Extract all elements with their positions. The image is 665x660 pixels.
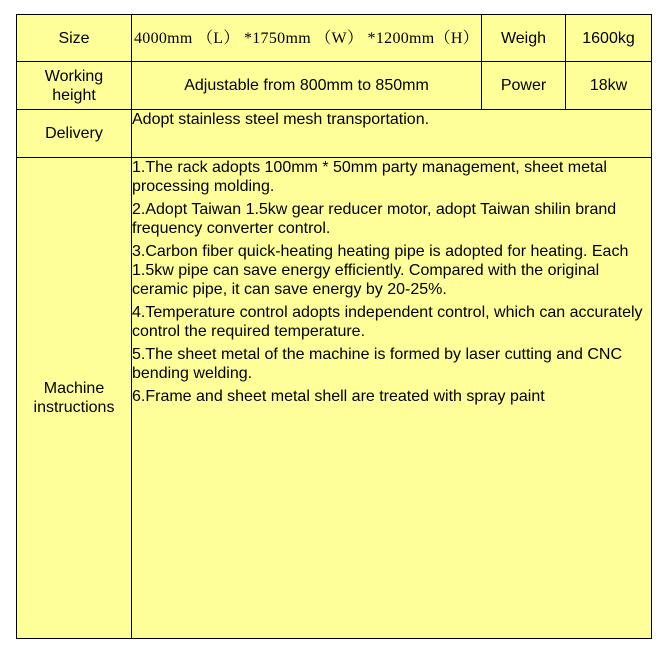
working-height-label-line1: Working	[44, 67, 104, 85]
working-height-label-line2: height	[52, 86, 96, 104]
delivery-value: Adopt stainless steel mesh transportation.	[132, 110, 652, 158]
machine-instructions-label-line2: instructions	[33, 399, 115, 416]
machine-instructions-label	[17, 158, 132, 639]
row-size	[17, 15, 652, 62]
row-working-height	[17, 62, 652, 110]
weigh-value: 1600kg	[566, 15, 652, 62]
delivery-label: Delivery	[17, 110, 132, 158]
machine-instructions-list	[132, 158, 652, 639]
power-label: Power	[482, 62, 566, 110]
weigh-label: Weigh	[482, 15, 566, 62]
instruction-item-4: 4.Temperature control adopts independent control, which can accurately control the required temperature.	[132, 304, 643, 340]
instruction-item-1: 1.The rack adopts 100mm * 50mm party management, sheet metal processing molding.	[132, 159, 607, 195]
size-value: 4000mm （L） *1750mm （W） *1200mm（H）	[132, 15, 482, 62]
machine-instructions-label-line1: Machine	[43, 380, 105, 397]
instruction-item-2: 2.Adopt Taiwan 1.5kw gear reducer motor, adopt Taiwan shilin brand frequency converter control.	[132, 201, 617, 237]
instruction-item-6: 6.Frame and sheet metal shell are treated with spray paint	[132, 388, 545, 405]
instruction-item-3: 3.Carbon fiber quick-heating heating pipe is adopted for heating. Each 1.5kw pipe can save energy efficiently. Compared with the original ceramic pipe, it can save energy by 20-25%.	[132, 243, 629, 298]
row-machine-instructions	[17, 158, 652, 639]
row-delivery	[17, 110, 652, 158]
working-height-label	[17, 62, 132, 110]
spec-table	[16, 14, 652, 639]
working-height-value: Adjustable from 800mm to 850mm	[132, 62, 482, 110]
size-label: Size	[17, 15, 132, 62]
instruction-item-5: 5.The sheet metal of the machine is formed by laser cutting and CNC bending welding.	[132, 346, 623, 382]
power-value: 18kw	[566, 62, 652, 110]
